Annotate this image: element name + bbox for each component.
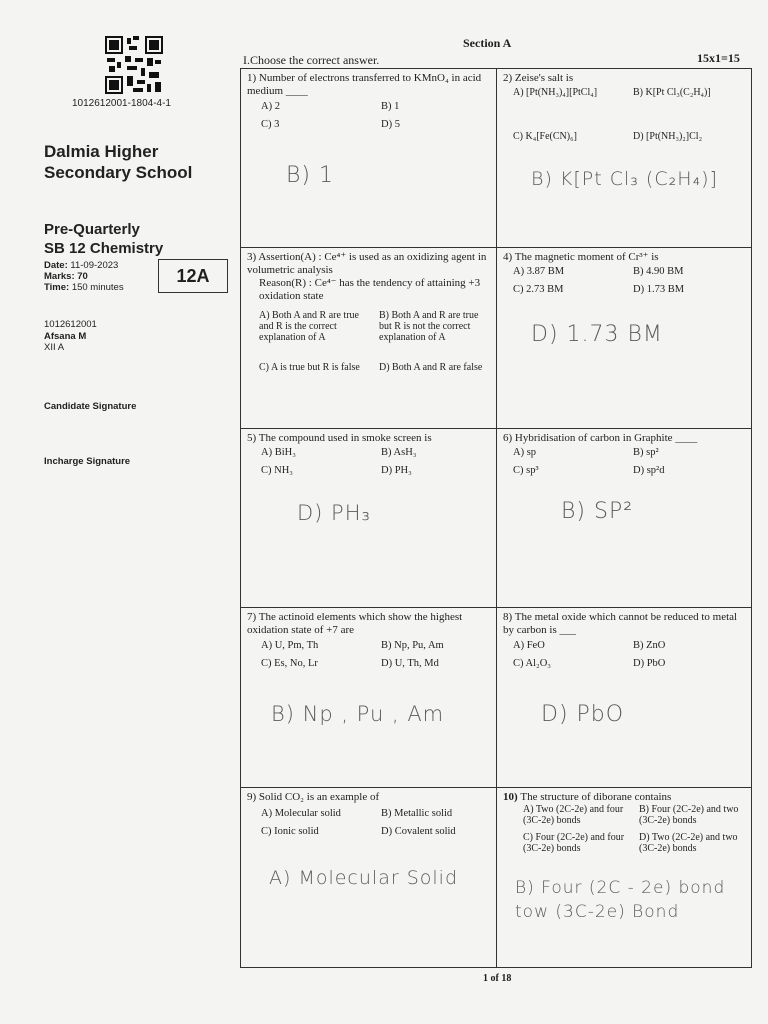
candidate-signature-label: Candidate Signature	[44, 401, 137, 412]
answer-10: B) Four (2C - 2e) bond tow (3C-2e) Bond	[515, 878, 726, 922]
question-6: 6) Hybridisation of carbon in Graphite ____ A) sp B) sp² C) sp³ D) sp²d B) SP²	[496, 428, 752, 608]
question-1: 1) Number of electrons transferred to KMnO₄ in acid medium ____ A) 2 B) 1 C) 3 D) 5 B) 1	[240, 68, 497, 248]
student-class: XII A	[44, 342, 65, 353]
instruction: I.Choose the correct answer.	[243, 53, 380, 67]
answer-7: B) Np , Pu , Am	[271, 702, 445, 726]
answer-5: D) PH₃	[297, 501, 371, 525]
exam-title-line1: Pre-Quarterly	[44, 221, 140, 238]
question-grid	[240, 68, 752, 968]
student-info	[44, 319, 97, 354]
school-name-line2: Secondary School	[44, 163, 193, 182]
question-8: 8) The metal oxide which cannot be reduced to metal by carbon is ___ A) FeO B) ZnO C) Al₂O₃ D) PbO D) PbO	[496, 607, 752, 788]
answer-1: B) 1	[286, 163, 334, 188]
answer-4: D) 1.73 BM	[531, 322, 663, 347]
question-4: 4) The magnetic moment of Cr³⁺ is A) 3.87 BM B) 4.90 BM C) 2.73 BM D) 1.73 BM D) 1.73 BM	[496, 247, 752, 429]
question-9: 9) Solid CO₂ is an example of A) Molecular solid B) Metallic solid C) Ionic solid D) Covalent solid A) Molecular Solid	[240, 787, 497, 968]
page-number: 1 of 18	[483, 973, 512, 984]
question-7: 7) The actinoid elements which show the highest oxidation state of +7 are A) U, Pm, Th B) Np, Pu, Am C) Es, No, Lr D) U, Th, Md B) Np , Pu , Am	[240, 607, 497, 788]
class-box: 12A	[158, 259, 228, 293]
answer-9: A) Molecular Solid	[269, 867, 458, 889]
question-5: 5) The compound used in smoke screen is A) BiH₃ B) AsH₃ C) NH₃ D) PH₃ D) PH₃	[240, 428, 497, 608]
section-title: Section A	[463, 36, 512, 50]
exam-marks: 70	[77, 271, 88, 282]
school-name	[44, 141, 192, 183]
question-3: 3) Assertion(A) : Ce⁴⁺ is used as an oxidizing agent in volumetric analysis Reason(R) : Ce⁴⁻ has the tendency of attaining +3 oxidation state A) Both A and R are true and R is the correct explanation of A B) Both A and R are true but R is not the correct explanation of A C) A is true but R is false D) Both A and R are false	[240, 247, 497, 429]
student-name: Afsana M	[44, 330, 87, 342]
incharge-signature-label: Incharge Signature	[44, 456, 131, 467]
answer-6: B) SP²	[561, 499, 634, 524]
exam-time: 150 minutes	[71, 282, 124, 293]
barcode-id: 1012612001-1804-4-1	[72, 98, 171, 109]
answer-2: B) K[Pt Cl₃ (C₂H₄)]	[531, 168, 718, 190]
section-marks: 15x1=15	[697, 51, 740, 65]
exam-date: 11-09-2023	[70, 260, 119, 271]
roll-number: 1012612001	[44, 319, 97, 330]
exam-title-line2: SB 12 Chemistry	[44, 240, 164, 257]
exam-meta: Date: 11-09-2023 Marks: 70 Time: 150 minutes	[44, 260, 124, 293]
qr-code-icon	[105, 36, 163, 94]
school-name-line1: Dalmia Higher	[44, 142, 159, 161]
question-10: 10) The structure of diborane contains A) Two (2C-2e) and four (3C-2e) bonds B) Four (2C-2e) and two (3C-2e) bonds C) Four (2C-2e) and four (3C-2e) bonds D) Two (2C-2e) and two (3C-2e) bonds B) Four (2C - 2e) bond tow (3C-2e) Bond	[496, 787, 752, 968]
exam-title	[44, 220, 163, 258]
question-2: 2) Zeise's salt is A) [Pt(NH₃)₄][PtCl₄] B) K[Pt Cl₃(C₂H₄)] C) K₄[Fe(CN)₆] D) [Pt(NH₃)₂]Cl₂ B) K[Pt Cl₃ (C₂H₄)]	[496, 68, 752, 248]
answer-8: D) PbO	[541, 702, 625, 727]
